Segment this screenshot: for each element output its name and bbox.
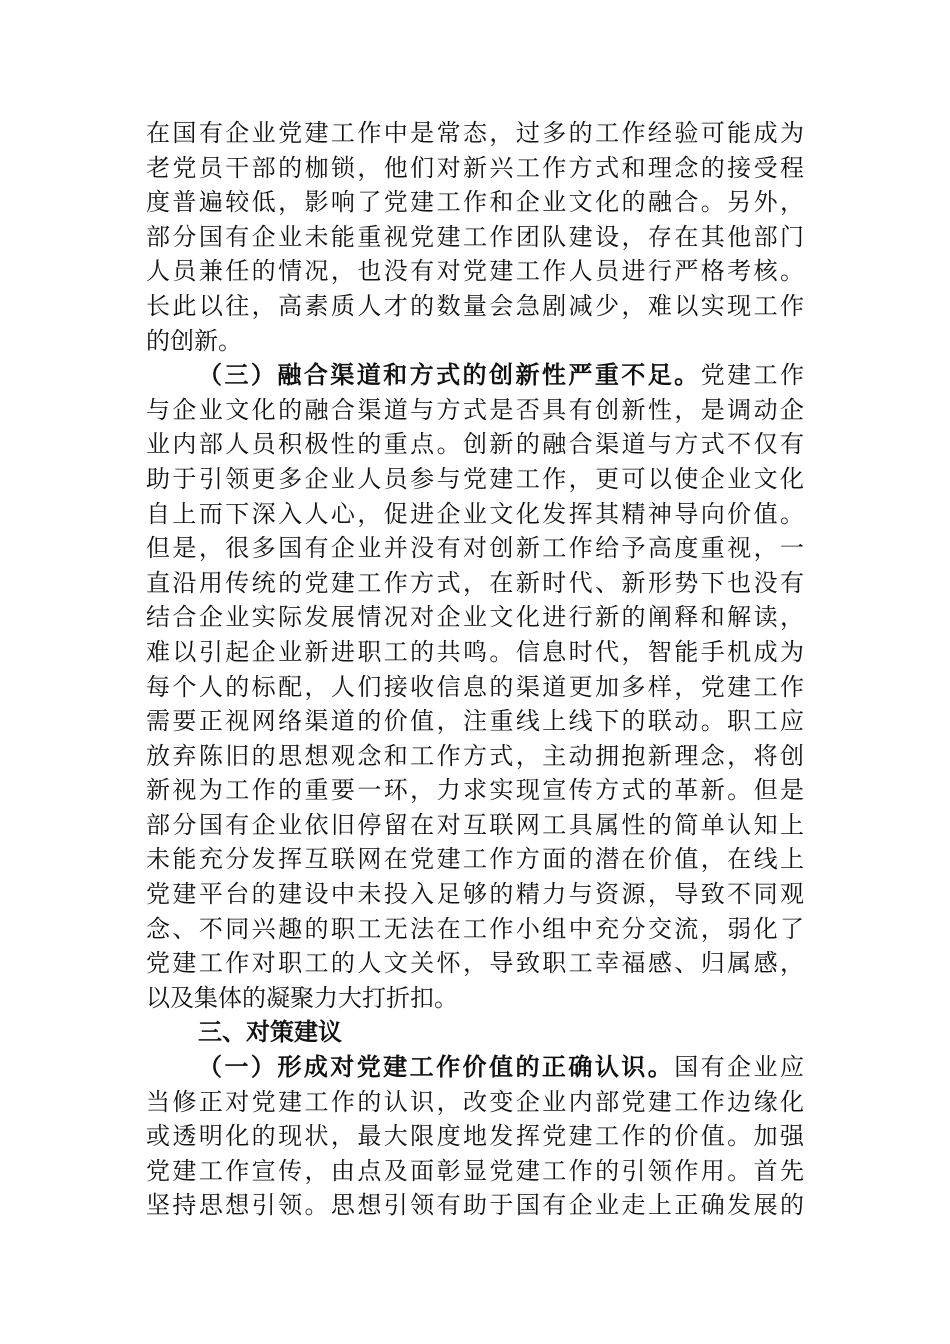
paragraph-text: 国有企业应	[674, 1053, 805, 1082]
text-line: 自上而下深入人心，促进企业文化发挥其精神导向价值。	[146, 499, 804, 528]
document-page	[146, 116, 804, 1223]
text-line: 坚持思想引领。思想引领有助于国有企业走上正确发展的	[146, 1191, 804, 1220]
text-line: 助于引领更多企业人员参与党建工作，更可以使企业文化	[146, 464, 804, 493]
text-line: 部分国有企业未能重视党建工作团队建设，存在其他部门	[146, 222, 804, 251]
text-line: 需要正视网络渠道的价值，注重线上线下的联动。职工应	[146, 707, 804, 736]
text-line: 念、不同兴趣的职工无法在工作小组中充分交流，弱化了	[146, 914, 804, 943]
text-line: 的创新。	[146, 326, 242, 355]
paragraph-2	[146, 358, 804, 1015]
text-line: 党建平台的建设中未投入足够的精力与资源，导致不同观	[146, 880, 804, 909]
text-line: 长此以往，高素质人才的数量会急剧减少，难以实现工作	[146, 291, 804, 320]
text-line: 老党员干部的枷锁，他们对新兴工作方式和理念的接受程	[146, 153, 804, 182]
text-line: 度普遍较低，影响了党建工作和企业文化的融合。另外，	[146, 188, 804, 217]
paragraph-first-line	[146, 358, 804, 393]
paragraph-lead-heading: （一）形成对党建工作价值的正确认识。	[198, 1052, 675, 1082]
paragraph-3	[146, 1050, 804, 1223]
text-line: 放弃陈旧的思想观念和工作方式，主动拥抱新理念，将创	[146, 741, 804, 770]
text-line: 难以引起企业新进职工的共鸣。信息时代，智能手机成为	[146, 637, 804, 666]
text-line: 党建工作对职工的人文关怀，导致职工幸福感、归属感，	[146, 949, 804, 978]
text-line: 或透明化的现状，最大限度地发挥党建工作的价值。加强	[146, 1122, 804, 1151]
text-line: 当修正对党建工作的认识，改变企业内部党建工作边缘化	[146, 1087, 804, 1116]
text-line: 业内部人员积极性的重点。创新的融合渠道与方式不仅有	[146, 430, 804, 459]
text-line: 每个人的标配，人们接收信息的渠道更加多样，党建工作	[146, 672, 804, 701]
text-line: 新视为工作的重要一环，力求实现宣传方式的革新。但是	[146, 776, 804, 805]
text-line: 结合企业实际发展情况对企业文化进行新的阐释和解读，	[146, 603, 804, 632]
text-line: 但是，很多国有企业并没有对创新工作给予高度重视，一	[146, 534, 804, 563]
section-heading: 三、对策建议	[198, 1018, 342, 1047]
paragraph-lead-heading: （三）融合渠道和方式的创新性严重不足。	[198, 360, 701, 390]
text-line: 部分国有企业依旧停留在对互联网工具属性的简单认知上	[146, 810, 804, 839]
text-line: 以及集体的凝聚力大打折扣。	[146, 983, 458, 1012]
text-line: 未能充分发挥互联网在党建工作方面的潜在价值，在线上	[146, 845, 804, 874]
paragraph-1	[146, 116, 804, 358]
text-line: 与企业文化的融合渠道与方式是否具有创新性，是调动企	[146, 395, 804, 424]
text-line: 在国有企业党建工作中是常态，过多的工作经验可能成为	[146, 119, 804, 147]
text-line: 直沿用传统的党建工作方式，在新时代、新形势下也没有	[146, 568, 804, 597]
text-line: 党建工作宣传，由点及面彰显党建工作的引领作用。首先	[146, 1156, 804, 1185]
paragraph-text: 党建工作	[700, 361, 805, 390]
text-line: 人员兼任的情况，也没有对党建工作人员进行严格考核。	[146, 257, 804, 286]
paragraph-first-line	[146, 1050, 804, 1085]
